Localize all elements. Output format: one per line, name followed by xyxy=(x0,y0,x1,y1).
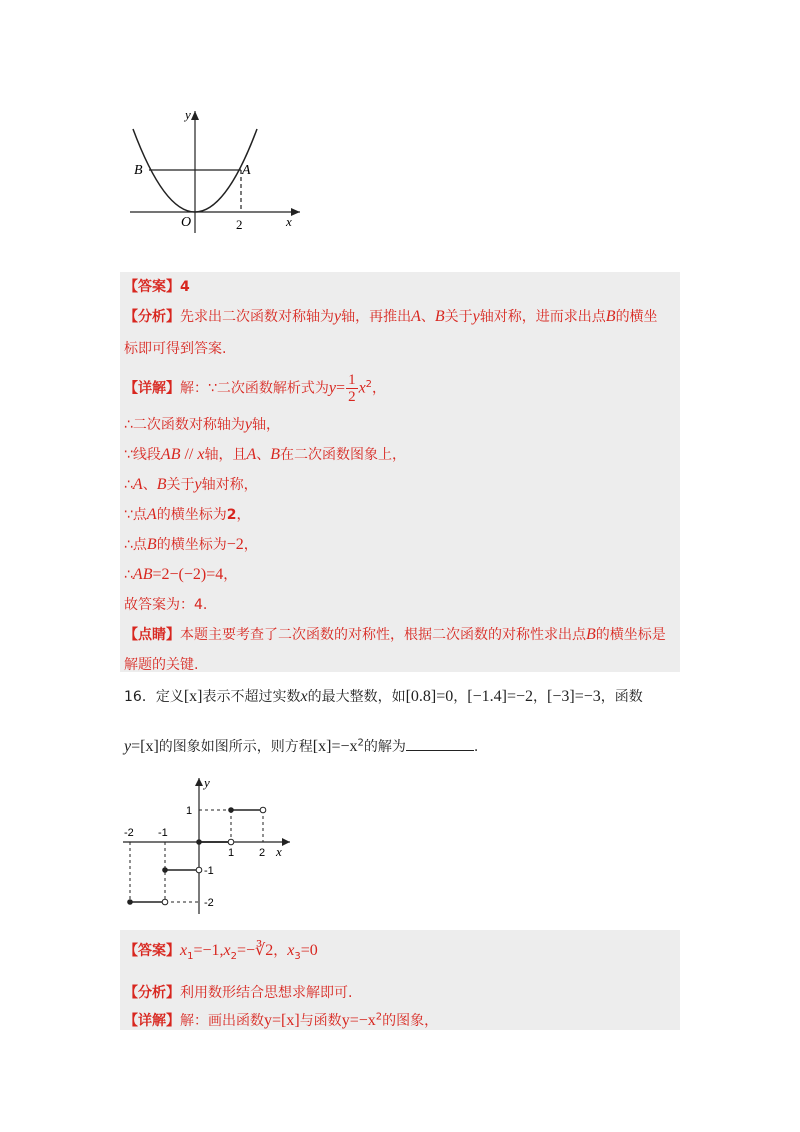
question-16-line-2: y=[x]的图象如图所示，则方程$[x]=-x^2$的解为 . xyxy=(124,737,479,755)
answer-line: 【答案】4 xyxy=(124,279,190,295)
parabola-figure xyxy=(120,105,310,235)
step-5: ∴点B的横坐标为−2， xyxy=(124,536,258,553)
step-4: ∵点A的横坐标为2， xyxy=(124,506,251,523)
ytick-neg1-label: -1 xyxy=(204,865,214,877)
question-16-line-1: 16．定义[x]表示不超过实数x的最大整数，如[0.8]=0，[−1.4]=−2，[−3]=−3，函数 xyxy=(124,688,643,705)
y-axis-label: y xyxy=(185,107,191,122)
detail-16-line: 【详解】解：画出函数y=[x]与函数$y=-x^2$的图象， xyxy=(124,1011,439,1029)
comment-line-2: 解题的关键. xyxy=(124,657,199,673)
ytick-neg2-label: -2 xyxy=(204,897,214,909)
tick-2-label: 2 xyxy=(259,847,266,859)
closed-dot xyxy=(162,867,168,873)
answer-16-line: 【答案】$x_1=-1,x_2=-∛2$，$x_3=0$ xyxy=(124,942,318,962)
tick-neg2-label: -2 xyxy=(124,827,134,839)
step-3: ∴A、B关于y轴对称， xyxy=(124,476,258,493)
dashed-guides xyxy=(130,810,266,902)
comment-line-1: 【点睛】本题主要考查了二次函数的对称性，根据二次函数的对称性求出点B的横坐标是 xyxy=(124,626,666,643)
point-b-label: B xyxy=(134,163,143,178)
open-dot xyxy=(228,839,234,845)
tick-neg1-label: -1 xyxy=(158,827,168,839)
closed-dot xyxy=(127,899,133,905)
tick-1-label: 1 xyxy=(228,847,235,859)
analysis-line-1: 【分析】先求出二次函数对称轴为y轴，再推出A、B关于y轴对称，进而求出点B的横坐 xyxy=(124,308,658,325)
point-a-label: A xyxy=(242,163,251,178)
detail-line-1: 【详解】解：∵二次函数解析式为y= $\frac{1}{2}$ $x^2$， xyxy=(124,372,387,405)
tick-2-label: 2 xyxy=(236,217,243,232)
closed-dot xyxy=(196,839,202,845)
step-1: ∴二次函数对称轴为y轴， xyxy=(124,416,281,433)
analysis-16-line: 【分析】利用数形结合思想求解即可. xyxy=(124,985,353,1001)
origin-label: O xyxy=(181,215,192,230)
open-dot xyxy=(162,899,168,905)
fraction-one-half: $\frac{1}{2}$ xyxy=(348,372,356,405)
closed-dot xyxy=(228,807,234,813)
ytick-1-label: 1 xyxy=(186,805,193,817)
step-6: ∴AB=2−(−2)=4， xyxy=(124,566,238,583)
open-dot xyxy=(196,867,202,873)
open-dot xyxy=(260,807,266,813)
x-axis-label: x xyxy=(276,844,282,859)
conclusion-line: 故答案为：4. xyxy=(124,597,208,613)
x-axis-label: x xyxy=(286,214,292,229)
step-2: ∵线段AB // x轴，且A、B在二次函数图象上， xyxy=(124,446,407,463)
floor-function-figure xyxy=(118,772,298,917)
y-axis-label: y xyxy=(204,775,210,790)
analysis-line-2: 标即可得到答案. xyxy=(124,341,227,357)
answer-blank xyxy=(406,736,474,751)
